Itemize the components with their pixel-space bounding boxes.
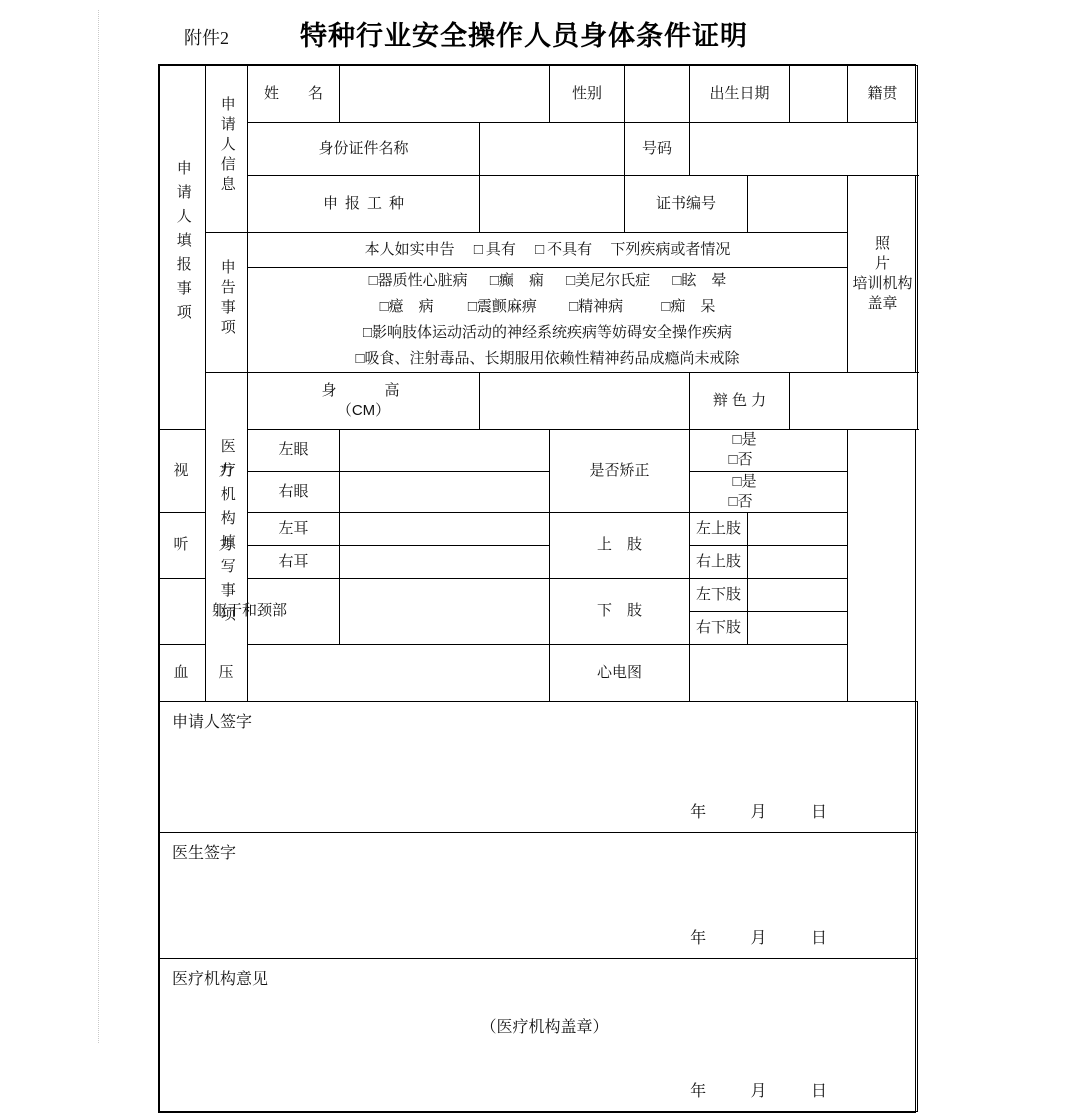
birth-label: 出生日期 <box>709 84 770 102</box>
applicant-date-line <box>670 802 847 824</box>
upper-limb-label-cell <box>550 513 690 579</box>
checkbox-not-has-icon[interactable]: □ <box>520 240 545 258</box>
hearing-right-label-cell <box>248 546 340 579</box>
checkbox-has-icon[interactable]: □ <box>458 240 483 258</box>
name-value-cell[interactable] <box>340 66 550 123</box>
upper-left-label: 左上肢 <box>695 519 741 537</box>
cert-value-cell[interactable] <box>748 176 848 233</box>
id-type-label: 身份证件名称 <box>318 139 409 157</box>
lower-right-value-cell[interactable] <box>748 612 848 645</box>
hearing-label: 听 力 <box>173 536 234 554</box>
day-label: 日 <box>811 1083 828 1101</box>
doctor-signature-block[interactable] <box>160 833 918 959</box>
medical-opinion-label: 医疗机构意见 <box>172 971 269 988</box>
gender-label-cell <box>550 66 625 123</box>
upper-left-value-cell[interactable] <box>748 513 848 546</box>
year-label: 年 <box>690 1083 707 1101</box>
checkbox-corrected-no-2[interactable]: □ <box>728 492 738 510</box>
upper-limb-label: 上 肢 <box>596 536 642 554</box>
declaration-label-cell <box>206 233 248 373</box>
id-type-label-cell <box>248 123 480 176</box>
doctor-signature-label: 医生签字 <box>172 845 237 862</box>
corrected-no-label: 否 <box>737 492 753 510</box>
corrected-no-label: 否 <box>737 451 753 469</box>
declaration-item-label: 精神病 <box>578 297 624 315</box>
name-label-cell <box>248 66 340 123</box>
year-label: 年 <box>690 804 707 822</box>
applicant-section-label-cell <box>160 66 206 430</box>
photo-cell <box>848 176 918 373</box>
table-row <box>160 176 918 233</box>
scan-artifact-line <box>98 10 100 1043</box>
month-label: 月 <box>750 930 767 948</box>
bp-value-cell[interactable] <box>248 645 550 702</box>
color-vision-label: 辩 色 力 <box>712 391 767 409</box>
lower-limb-label: 下 肢 <box>596 602 642 620</box>
table-row <box>160 320 918 346</box>
id-no-value-cell[interactable] <box>690 123 918 176</box>
medical-opinion-area[interactable] <box>160 959 917 1111</box>
id-no-label: 号码 <box>641 139 672 157</box>
declaration-item-label: 眩 晕 <box>681 271 727 289</box>
day-label: 日 <box>811 804 828 822</box>
medical-section-label: 医疗机构填写事项 <box>218 437 236 630</box>
ecg-label-cell <box>550 645 690 702</box>
vision-right-label-cell <box>248 471 340 513</box>
checkbox-disease-7[interactable]: □ <box>569 297 579 315</box>
table-row <box>160 66 918 123</box>
upper-right-value-cell[interactable] <box>748 546 848 579</box>
doctor-date-line <box>670 928 847 950</box>
table-row <box>160 959 918 1112</box>
vision-label: 视 力 <box>173 461 234 479</box>
hearing-left-value-cell[interactable] <box>340 513 550 546</box>
table-row <box>160 373 918 430</box>
declaration-item-label: 影响肢体运动活动的神经系统疾病等妨碍安全操作疾病 <box>372 323 733 341</box>
trunk-label: 躯干和颈部 <box>211 602 287 620</box>
declaration-heading <box>248 233 848 268</box>
table-row <box>160 513 918 546</box>
applicant-signature-area[interactable] <box>160 702 917 832</box>
bp-label: 血 压 <box>173 663 234 681</box>
lower-left-label: 左下肢 <box>695 585 741 603</box>
declaration-items-row1 <box>248 268 848 295</box>
job-label-cell <box>248 176 480 233</box>
height-label-line2: （CM） <box>336 402 391 419</box>
job-value-cell[interactable] <box>480 176 625 233</box>
table-row <box>160 702 918 833</box>
hearing-right-value-cell[interactable] <box>340 546 550 579</box>
corrected-yes-label: 是 <box>741 431 757 448</box>
applicant-signature-label: 申请人签字 <box>172 714 253 731</box>
ecg-label: 心电图 <box>596 663 642 681</box>
checkbox-corrected-yes-1[interactable]: □ <box>732 431 742 448</box>
lower-limb-label-cell <box>550 579 690 645</box>
declaration-heading-part2: 下列疾病或者情况 <box>610 240 731 258</box>
declaration-items-row2 <box>248 294 848 320</box>
vision-left-label: 左眼 <box>278 441 309 459</box>
table-row <box>160 268 918 295</box>
table-row <box>160 294 918 320</box>
table-row <box>160 579 918 612</box>
cert-label-cell <box>625 176 748 233</box>
color-vision-value-cell[interactable] <box>790 373 918 430</box>
photo-label-line2: 片 <box>875 254 891 272</box>
table-row <box>160 645 918 702</box>
birth-value-cell[interactable] <box>790 66 848 123</box>
declaration-has-label: 具有 <box>485 240 516 258</box>
name-label: 姓 名 <box>263 84 330 102</box>
id-type-value-cell[interactable] <box>480 123 625 176</box>
declaration-heading-part1: 本人如实申告 <box>364 240 455 258</box>
trunk-value-cell[interactable] <box>340 579 550 645</box>
declaration-item-label: 癔 病 <box>388 297 434 315</box>
birth-label-cell <box>690 66 790 123</box>
vision-left-value-cell[interactable] <box>340 430 550 472</box>
medical-org-stamp-note: （医疗机构盖章） <box>480 1018 609 1036</box>
checkbox-disease-2[interactable]: □ <box>489 271 499 289</box>
job-label: 申报工种 <box>322 194 411 212</box>
checkbox-disease-5[interactable]: □ <box>379 297 389 315</box>
declaration-item-label: 器质性心脏病 <box>377 271 468 289</box>
color-vision-label-cell <box>690 373 790 430</box>
document-header <box>0 10 1088 50</box>
lower-right-label: 右下肢 <box>695 618 741 636</box>
medical-opinion-date-line <box>670 1081 847 1103</box>
cert-label: 证书编号 <box>655 194 716 212</box>
year-label: 年 <box>690 930 707 948</box>
vision-right-label: 右眼 <box>278 482 309 500</box>
lower-left-label-cell <box>690 579 748 612</box>
checkbox-disease-3[interactable]: □ <box>566 271 576 289</box>
declaration-item-label: 癫 痫 <box>498 271 544 289</box>
corrected-row2-cell <box>690 471 848 513</box>
trunk-label-cell <box>160 579 340 645</box>
corrected-label-cell <box>550 430 690 513</box>
hearing-left-label-cell <box>248 513 340 546</box>
vision-right-value-cell[interactable] <box>340 471 550 513</box>
gender-label: 性别 <box>571 84 602 102</box>
checkbox-disease-4[interactable]: □ <box>672 271 682 289</box>
checkbox-disease-10[interactable]: □ <box>355 349 365 367</box>
table-row <box>160 233 918 268</box>
declaration-items-row3 <box>248 320 848 346</box>
applicant-section-label: 申请人填报事项 <box>174 160 192 329</box>
declaration-items-row4 <box>248 346 848 373</box>
training-org-stamp-label: 培训机构盖章 <box>852 275 913 313</box>
corrected-row1-cell <box>690 430 848 472</box>
checkbox-corrected-yes-2[interactable]: □ <box>732 472 742 490</box>
checkbox-disease-1[interactable]: □ <box>368 271 378 289</box>
declaration-label: 申告事项 <box>218 259 236 340</box>
hearing-right-label: 右耳 <box>278 552 309 570</box>
upper-right-label: 右上肢 <box>695 552 741 570</box>
table-row <box>160 546 918 579</box>
applicant-info-label: 申请人信息 <box>218 95 236 196</box>
checkbox-corrected-no-1[interactable]: □ <box>728 451 738 469</box>
doctor-signature-area[interactable] <box>160 833 917 958</box>
table-row <box>160 471 918 513</box>
checkbox-disease-8[interactable]: □ <box>661 297 671 315</box>
corrected-yes-label: 是 <box>741 472 757 490</box>
table-row <box>160 430 918 472</box>
table-row <box>160 833 918 959</box>
day-label: 日 <box>811 930 828 948</box>
month-label: 月 <box>750 1083 767 1101</box>
declaration-item-label: 震颤麻痹 <box>476 297 537 315</box>
gender-value-cell[interactable] <box>625 66 690 123</box>
ecg-value-cell[interactable] <box>690 645 848 702</box>
corrected-label: 是否矫正 <box>589 461 650 479</box>
certificate-form <box>158 64 916 1113</box>
lower-right-label-cell <box>690 612 748 645</box>
upper-right-label-cell <box>690 546 748 579</box>
medical-opinion-block[interactable] <box>160 959 918 1112</box>
table-row <box>160 123 918 176</box>
origin-label-cell <box>848 66 918 123</box>
table-row <box>160 346 918 373</box>
height-label-cell <box>248 373 480 430</box>
attachment-label: 附件2 <box>184 28 229 48</box>
height-value-cell[interactable] <box>480 373 690 430</box>
declaration-not-has-label: 不具有 <box>547 240 593 258</box>
origin-label: 籍贯 <box>867 84 898 102</box>
id-no-label-cell <box>625 123 690 176</box>
height-label-line1: 身 高 <box>321 381 406 399</box>
lower-left-value-cell[interactable] <box>748 579 848 612</box>
form-table <box>159 65 918 1112</box>
applicant-info-label-cell <box>206 66 248 233</box>
checkbox-disease-9[interactable]: □ <box>362 323 373 341</box>
hearing-left-label: 左耳 <box>278 519 309 537</box>
photo-label-line1: 照 <box>875 234 891 252</box>
applicant-signature-block[interactable] <box>160 702 918 833</box>
declaration-item-label: 美尼尔氏症 <box>575 271 651 289</box>
declaration-item-label: 吸食、注射毒品、长期服用依赖性精神药品成瘾尚未戒除 <box>364 349 740 367</box>
page-title: 特种行业安全操作人员身体条件证明 <box>300 21 748 51</box>
checkbox-disease-6[interactable]: □ <box>467 297 477 315</box>
month-label: 月 <box>750 804 767 822</box>
bp-label-cell <box>160 645 248 702</box>
upper-left-label-cell <box>690 513 748 546</box>
vision-left-label-cell <box>248 430 340 472</box>
declaration-item-label: 痴 呆 <box>670 297 716 315</box>
